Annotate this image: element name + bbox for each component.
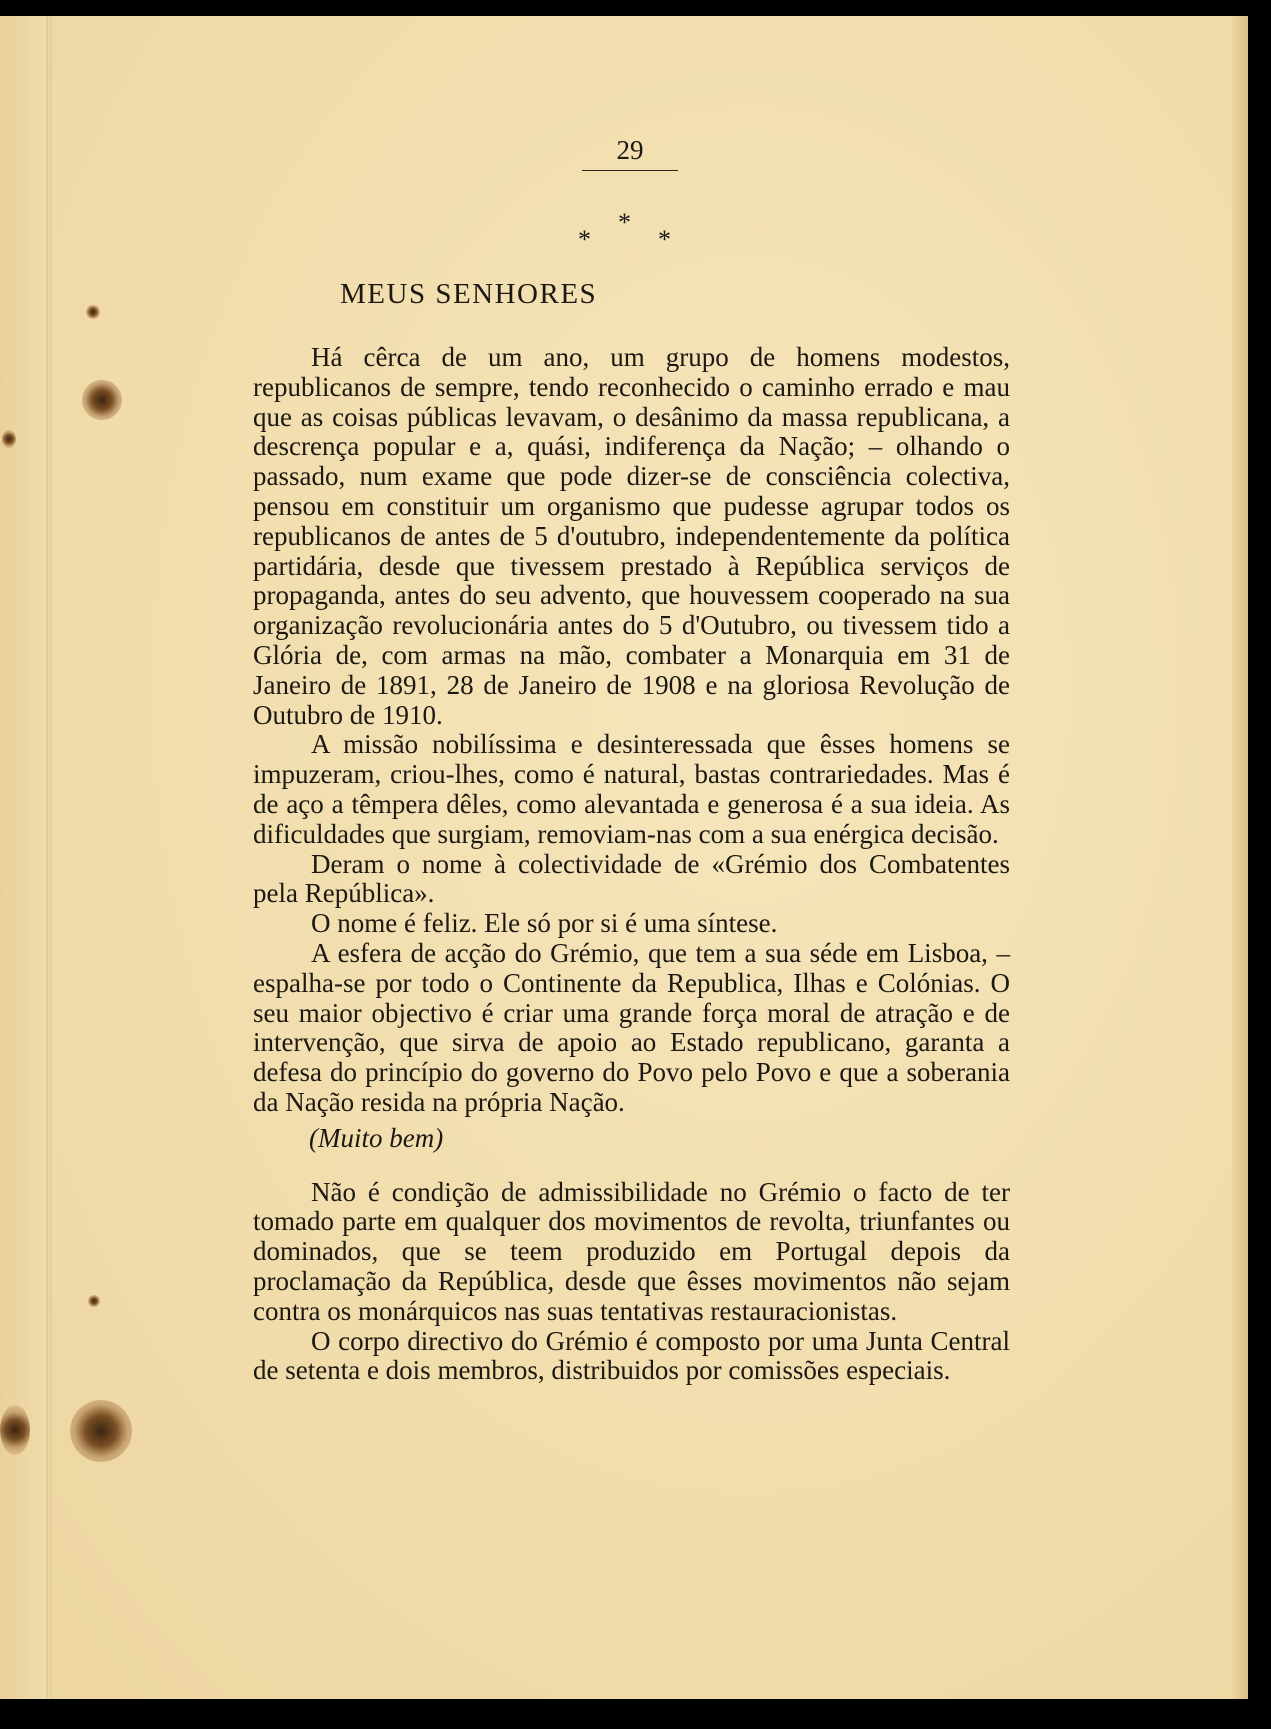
- separator-asterisk: *: [618, 208, 631, 237]
- paragraph: O corpo directivo do Grémio é composto por uma Junta Central de setenta e dois membros, distribuidos por comissões especiais.: [253, 1325, 1010, 1386]
- section-heading: MEUS SENHORES: [340, 278, 598, 310]
- binding-hole-mark: [88, 1295, 100, 1307]
- page-number-rule: [582, 170, 678, 171]
- binding-hole-mark: [0, 1405, 30, 1455]
- binding-hole-mark: [82, 380, 122, 420]
- paragraph: Não é condição de admissibilidade no Grémio o facto de ter tomado parte em qualquer dos movimentos de revolta, triunfantes ou dominados, que se teem produzido em Portugal depois da proclamação da República, desde que êsses movimentos não sejam contra os monárquicos nas suas tentativas restauracionistas.: [253, 1176, 1010, 1326]
- paragraph: O nome é feliz. Ele só por si é uma síntese.: [311, 908, 778, 939]
- page-number: 29: [616, 135, 644, 165]
- audience-reaction: (Muito bem): [309, 1122, 444, 1153]
- binding-gutter: [46, 16, 52, 1699]
- body-text: [253, 343, 1010, 1386]
- page-right-edge: [1232, 16, 1248, 1699]
- paragraph: A missão nobilíssima e desinteressada que êsses homens se impuzeram, criou-lhes, como é natural, bastas contrariedades. Mas é de aço a têmpera dêles, como alevantada e generosa é a sua ideia. As dificuldades que surgiam, removiam-nas com a sua enérgica decisão.: [253, 729, 1010, 849]
- binding-hole-mark: [86, 305, 100, 319]
- paragraph: Deram o nome à colectividade de «Grémio dos Combatentes pela República».: [253, 848, 1010, 909]
- paragraph: A esfera de acção do Grémio, que tem a sua séde em Lisboa, – espalha-se por todo o Continente da Republica, Ilhas e Colónias. O seu maior objectivo é criar uma grande força moral de atração e de intervenção, que sirva de apoio ao Estado republicano, garanta a defesa do princípio do governo do Povo pelo Povo e que a soberania da Nação resida na própria Nação.: [253, 937, 1010, 1117]
- separator-asterisk: *: [658, 225, 671, 254]
- paragraph: Há cêrca de um ano, um grupo de homens modestos, republicanos de sempre, tendo reconhecido o caminho errado e mau que as coisas públicas levavam, o desânimo da massa republicana, a descrença popular e a, quási, indiferença da Nação; – olhando o passado, num exame que pode dizer-se de consciência colectiva, pensou em constituir um organismo que pudesse agrupar todos os republicanos de antes de 5 d'outubro, independentemente da política partidária, desde que tivessem prestado à República serviços de propaganda, antes do seu advento, que houvessem cooperado na sua organização revolucionária antes do 5 d'Outubro, ou tivessem tido a Glória de, com armas na mão, combater a Monarquia em 31 de Janeiro de 1891, 28 de Janeiro de 1908 e na gloriosa Revolução de Outubro de 1910.: [253, 342, 1010, 730]
- binding-hole-mark: [70, 1400, 132, 1462]
- binding-hole-mark: [2, 430, 16, 448]
- separator-asterisk: *: [578, 225, 591, 254]
